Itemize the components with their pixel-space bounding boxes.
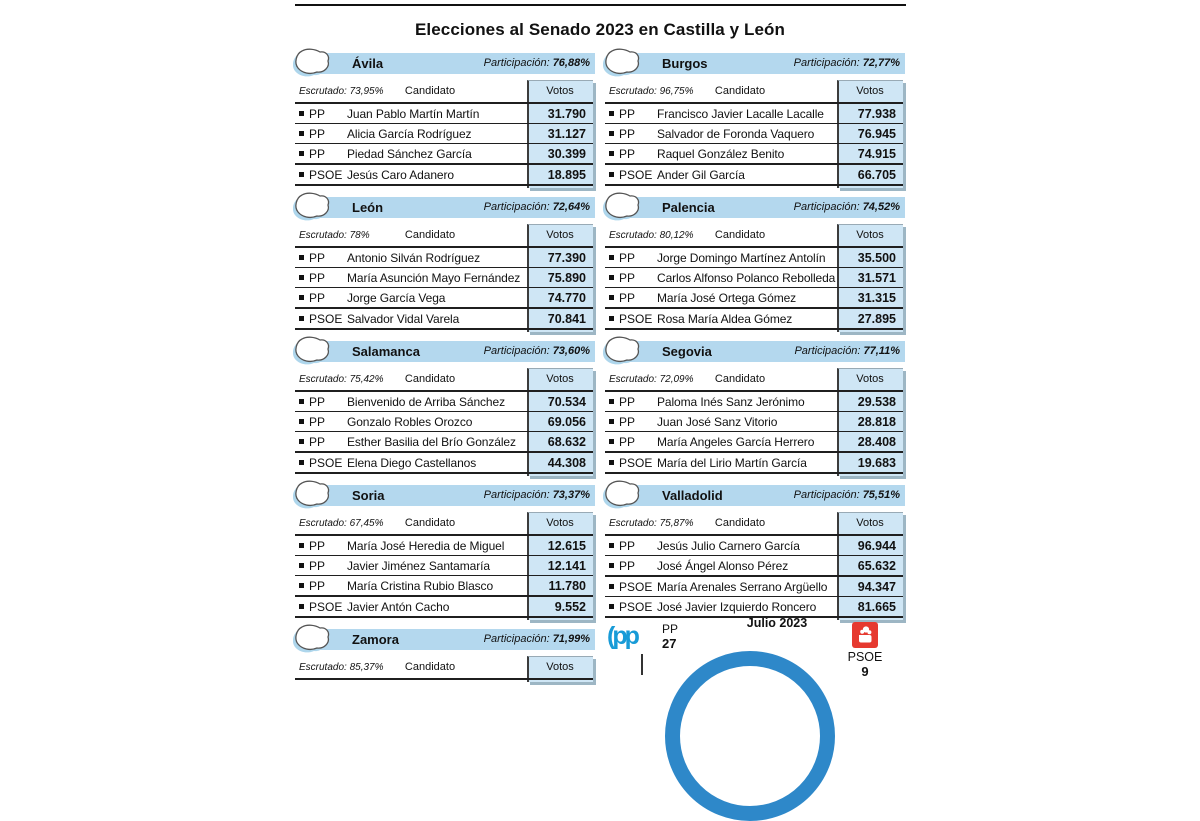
participation-value: 74,52%: [862, 201, 900, 213]
party-label: PSOE: [619, 579, 653, 594]
votes-value: 70.841: [547, 311, 586, 326]
candidate-row: [605, 597, 903, 618]
table-header-row: [295, 225, 593, 248]
party-label: PSOE: [619, 311, 653, 326]
psoe-logo-icon: [852, 622, 878, 648]
party-square-icon: [299, 295, 304, 300]
candidate-row: [605, 392, 903, 412]
party-square-icon: [299, 111, 304, 116]
candidate-name: Salvador Vidal Varela: [347, 311, 460, 326]
party-square-icon: [609, 584, 614, 589]
votes-value: 31.127: [547, 126, 586, 141]
province-panel: [295, 341, 595, 474]
province-map-icon: [293, 624, 333, 659]
escrutado: [299, 225, 370, 246]
province-map-icon: [603, 480, 643, 515]
votes-value: 77.938: [857, 106, 896, 121]
party-label: PSOE: [309, 311, 343, 326]
province-panel: [295, 485, 595, 618]
escrutado-value: 75,87%: [659, 518, 694, 529]
votes-value: 76.945: [857, 126, 896, 141]
candidato-header: Candidato: [404, 517, 456, 529]
psoe-label: PSOE: [847, 650, 883, 664]
candidato-header: Candidato: [404, 229, 456, 241]
candidate-name: Elena Diego Castellanos: [347, 455, 477, 470]
province-panel: [605, 341, 905, 474]
candidate-row: [295, 104, 593, 124]
table-header-row: [605, 513, 903, 536]
candidate-name: Rosa María Aldea Gómez: [657, 311, 793, 326]
votes-value: 65.632: [857, 558, 896, 573]
votos-header: Votos: [546, 517, 574, 529]
candidato-header: Candidato: [714, 85, 766, 97]
participation-label: Participación:: [793, 57, 860, 69]
votes-value: 74.915: [857, 146, 896, 161]
candidate-name: María Cristina Rubio Blasco: [347, 578, 494, 593]
party-label: PP: [309, 106, 326, 121]
votes-value: 11.780: [548, 578, 586, 593]
party-label: PP: [619, 538, 636, 553]
seats-chart: [605, 612, 907, 679]
votos-header: Votos: [546, 373, 574, 385]
party-square-icon: [609, 255, 614, 260]
votes-value: 28.408: [857, 434, 896, 449]
votes-value: 77.390: [547, 250, 586, 265]
province-header: [605, 197, 905, 218]
escrutado-label: Escrutado:: [299, 374, 347, 385]
candidate-name: Juan Pablo Martín Martín: [347, 106, 480, 121]
results-table: [605, 81, 903, 186]
candidate-name: Ander Gil García: [657, 167, 745, 182]
chart-title: Julio 2023: [746, 616, 808, 630]
province-panel: [605, 53, 905, 186]
escrutado-label: Escrutado:: [299, 230, 347, 241]
party-square-icon: [299, 419, 304, 424]
participation: [484, 53, 590, 74]
participation-value: 72,64%: [552, 201, 590, 213]
party-square-icon: [609, 316, 614, 321]
votes-value: 18.895: [547, 167, 586, 182]
votes-value: 66.705: [857, 167, 896, 182]
escrutado-label: Escrutado:: [299, 662, 347, 673]
party-label: PP: [619, 146, 636, 161]
party-square-icon: [609, 399, 614, 404]
party-label: PSOE: [619, 455, 653, 470]
participation-value: 72,77%: [862, 57, 900, 69]
party-square-icon: [609, 275, 614, 280]
pp-label: PP: [662, 622, 679, 636]
candidate-row: [605, 432, 903, 453]
votos-header: Votos: [546, 661, 574, 673]
province-header: [295, 341, 595, 362]
province-name: Palencia: [662, 200, 715, 215]
party-label: PP: [309, 434, 326, 449]
party-square-icon: [299, 131, 304, 136]
seats-donut-arc: [665, 651, 835, 821]
party-square-icon: [299, 316, 304, 321]
votos-header: Votos: [856, 373, 884, 385]
party-square-icon: [299, 583, 304, 588]
candidato-header: Candidato: [714, 517, 766, 529]
province-header: [295, 485, 595, 506]
party-square-icon: [299, 399, 304, 404]
participation-value: 77,11%: [863, 345, 900, 357]
province-name: Soria: [352, 488, 385, 503]
candidate-row: [605, 309, 903, 330]
party-square-icon: [609, 460, 614, 465]
party-square-icon: [609, 604, 614, 609]
party-label: PP: [309, 558, 326, 573]
results-table: [605, 225, 903, 330]
party-square-icon: [299, 439, 304, 444]
table-header-row: [605, 225, 903, 248]
pp-leader-line: [641, 654, 643, 675]
votes-value: 29.538: [857, 394, 896, 409]
candidate-row: [295, 392, 593, 412]
candidate-row: [295, 556, 593, 576]
candidate-name: María José Ortega Gómez: [657, 290, 797, 305]
province-map-icon: [603, 192, 643, 227]
votes-value: 81.665: [857, 599, 896, 614]
province-map-icon: [293, 48, 333, 83]
escrutado-label: Escrutado:: [609, 230, 657, 241]
party-square-icon: [299, 604, 304, 609]
party-square-icon: [609, 543, 614, 548]
candidate-name: Bienvenido de Arriba Sánchez: [347, 394, 505, 409]
votes-value: 12.615: [547, 538, 586, 553]
results-table: [295, 81, 593, 186]
party-square-icon: [299, 255, 304, 260]
participation-value: 73,60%: [552, 345, 590, 357]
province-panel: [295, 629, 595, 680]
party-square-icon: [609, 111, 614, 116]
votos-header: Votos: [546, 229, 574, 241]
candidate-row: [295, 432, 593, 453]
party-label: PP: [619, 414, 636, 429]
votes-value: 69.056: [547, 414, 586, 429]
results-table: [605, 513, 903, 618]
province-map-icon: [293, 192, 333, 227]
province-panel: [295, 53, 595, 186]
participation: [794, 197, 900, 218]
candidate-row: [605, 288, 903, 309]
votes-value: 35.500: [857, 250, 896, 265]
participation-label: Participación:: [483, 57, 550, 69]
province-name: Burgos: [662, 56, 708, 71]
party-label: PP: [309, 250, 326, 265]
participation: [484, 341, 590, 362]
candidate-row: [605, 104, 903, 124]
candidate-row: [295, 576, 593, 597]
province-panel: [605, 485, 905, 618]
participation: [794, 53, 900, 74]
province-map-icon: [293, 336, 333, 371]
candidate-row: [605, 268, 903, 288]
votes-value: 31.790: [547, 106, 586, 121]
votes-value: 94.347: [857, 579, 896, 594]
results-table: [605, 369, 903, 474]
province-header: [295, 53, 595, 74]
participation-value: 71,99%: [552, 633, 590, 645]
participation: [484, 197, 590, 218]
candidate-name: Juan José Sanz Vitorio: [657, 414, 778, 429]
candidate-row: [295, 453, 593, 474]
party-label: PP: [309, 394, 326, 409]
candidate-name: Antonio Silván Rodríguez: [347, 250, 481, 265]
candidate-name: Gonzalo Robles Orozco: [347, 414, 473, 429]
party-square-icon: [609, 439, 614, 444]
candidate-name: Javier Antón Cacho: [347, 599, 450, 614]
party-label: PSOE: [309, 455, 343, 470]
participation-label: Participación:: [483, 201, 550, 213]
party-label: PSOE: [619, 599, 653, 614]
party-square-icon: [299, 151, 304, 156]
results-table: [295, 513, 593, 618]
party-label: PP: [309, 126, 326, 141]
candidato-header: Candidato: [404, 661, 456, 673]
candidate-name: Jorge Domingo Martínez Antolín: [657, 250, 826, 265]
escrutado-value: 80,12%: [659, 230, 694, 241]
candidate-name: Jorge García Vega: [347, 290, 446, 305]
candidate-name: José Ángel Alonso Pérez: [657, 558, 789, 573]
votes-value: 31.571: [857, 270, 896, 285]
escrutado-value: 73,95%: [349, 86, 384, 97]
province-name: Salamanca: [352, 344, 420, 359]
province-header: [605, 53, 905, 74]
table-header-row: [295, 657, 593, 680]
pp-seats: 27: [662, 636, 677, 651]
candidate-name: José Javier Izquierdo Roncero: [657, 599, 817, 614]
psoe-seats: 9: [861, 664, 869, 679]
candidate-row: [295, 124, 593, 144]
candidate-row: [295, 536, 593, 556]
candidate-name: Raquel González Benito: [657, 146, 785, 161]
participation-label: Participación:: [483, 345, 550, 357]
party-label: PSOE: [309, 167, 343, 182]
votes-value: 28.818: [857, 414, 896, 429]
table-header-row: [295, 369, 593, 392]
province-map-icon: [603, 48, 643, 83]
votes-value: 9.552: [554, 599, 586, 614]
party-label: PP: [309, 270, 326, 285]
table-header-row: [605, 81, 903, 104]
candidate-name: Alicia García Rodríguez: [347, 126, 472, 141]
votes-value: 12.141: [547, 558, 586, 573]
candidate-row: [605, 577, 903, 597]
party-square-icon: [609, 295, 614, 300]
candidate-name: María José Heredia de Miguel: [347, 538, 505, 553]
participation-label: Participación:: [793, 489, 860, 501]
candidate-row: [605, 248, 903, 268]
province-name: Ávila: [352, 56, 384, 71]
party-label: PP: [619, 290, 636, 305]
province-map-icon: [293, 480, 333, 515]
province-panel: [605, 197, 905, 330]
pp-logo-icon: (pp: [607, 622, 637, 650]
party-square-icon: [609, 419, 614, 424]
party-square-icon: [609, 172, 614, 177]
table-header-row: [605, 369, 903, 392]
party-label: PP: [619, 558, 636, 573]
top-rule: [295, 4, 906, 6]
candidate-row: [295, 597, 593, 618]
escrutado-label: Escrutado:: [609, 374, 657, 385]
candidate-row: [605, 124, 903, 144]
party-square-icon: [609, 563, 614, 568]
votes-value: 74.770: [547, 290, 586, 305]
candidate-row: [295, 144, 593, 165]
votes-value: 70.534: [547, 394, 586, 409]
candidate-name: María Arenales Serrano Argüello: [657, 579, 828, 594]
party-square-icon: [299, 563, 304, 568]
province-name: León: [352, 200, 384, 215]
candidate-row: [605, 556, 903, 577]
candidato-header: Candidato: [404, 85, 456, 97]
province-panel: [295, 197, 595, 330]
votos-header: Votos: [856, 85, 884, 97]
votes-value: 75.890: [547, 270, 586, 285]
escrutado-label: Escrutado:: [609, 86, 657, 97]
party-label: PSOE: [309, 599, 343, 614]
participation-label: Participación:: [483, 633, 550, 645]
participation: [484, 629, 590, 650]
escrutado-value: 85,37%: [349, 662, 384, 673]
results-table: [295, 369, 593, 474]
candidate-name: Paloma Inés Sanz Jerónimo: [657, 394, 805, 409]
results-table: [295, 225, 593, 330]
province-name: Valladolid: [662, 488, 723, 503]
party-label: PP: [309, 290, 326, 305]
escrutado-value: 75,42%: [349, 374, 384, 385]
votes-value: 27.895: [857, 311, 896, 326]
province-map-icon: [603, 336, 643, 371]
party-label: PP: [309, 578, 326, 593]
party-square-icon: [299, 460, 304, 465]
candidato-header: Candidato: [714, 229, 766, 241]
escrutado-value: 72,09%: [659, 374, 694, 385]
candidate-row: [295, 288, 593, 309]
candidate-row: [295, 412, 593, 432]
candidate-row: [295, 309, 593, 330]
candidate-name: Jesús Caro Adanero: [347, 167, 454, 182]
participation-label: Participación:: [793, 201, 860, 213]
province-header: [295, 629, 595, 650]
party-label: PP: [619, 106, 636, 121]
candidate-row: [295, 268, 593, 288]
candidate-name: María Angeles García Herrero: [657, 434, 815, 449]
party-label: PP: [619, 270, 636, 285]
candidate-row: [295, 248, 593, 268]
votes-value: 31.315: [857, 290, 896, 305]
candidate-row: [605, 536, 903, 556]
province-name: Segovia: [662, 344, 712, 359]
escrutado-label: Escrutado:: [299, 518, 347, 529]
results-table: [295, 657, 593, 680]
candidate-name: Esther Basilia del Brío González: [347, 434, 516, 449]
votos-header: Votos: [856, 229, 884, 241]
province-header: [605, 341, 905, 362]
candidate-name: Jesús Julio Carnero García: [657, 538, 800, 553]
votes-value: 68.632: [547, 434, 586, 449]
participation: [484, 485, 590, 506]
table-header-row: [295, 513, 593, 536]
escrutado-value: 78%: [349, 230, 370, 241]
participation-label: Participación:: [483, 489, 550, 501]
escrutado-label: Escrutado:: [299, 86, 347, 97]
party-label: PSOE: [619, 167, 653, 182]
candidato-header: Candidato: [404, 373, 456, 385]
candidate-name: María del Lirio Martín García: [657, 455, 807, 470]
candidate-row: [605, 165, 903, 186]
party-label: PP: [619, 394, 636, 409]
party-label: PP: [309, 538, 326, 553]
votos-header: Votos: [856, 517, 884, 529]
candidate-row: [605, 144, 903, 165]
candidate-row: [295, 165, 593, 186]
participation-value: 76,88%: [552, 57, 590, 69]
page-title: Elecciones al Senado 2023 en Castilla y León: [414, 20, 786, 40]
votos-header: Votos: [546, 85, 574, 97]
escrutado-label: Escrutado:: [609, 518, 657, 529]
candidate-row: [605, 412, 903, 432]
candidate-name: Javier Jiménez Santamaría: [347, 558, 490, 573]
participation-label: Participación:: [794, 345, 861, 357]
candidato-header: Candidato: [714, 373, 766, 385]
candidate-name: Carlos Alfonso Polanco Rebolleda: [657, 270, 836, 285]
votes-value: 44.308: [547, 455, 586, 470]
party-label: PP: [619, 126, 636, 141]
candidate-name: Piedad Sánchez García: [347, 146, 472, 161]
votes-value: 19.683: [857, 455, 896, 470]
party-square-icon: [609, 131, 614, 136]
province-name: Zamora: [352, 632, 399, 647]
table-header-row: [295, 81, 593, 104]
province-header: [295, 197, 595, 218]
participation: [794, 485, 900, 506]
participation-value: 73,37%: [552, 489, 590, 501]
participation: [794, 341, 900, 362]
escrutado-value: 96,75%: [659, 86, 694, 97]
candidate-name: María Asunción Mayo Fernández: [347, 270, 521, 285]
party-label: PP: [309, 414, 326, 429]
votes-value: 96.944: [857, 538, 896, 553]
party-square-icon: [299, 172, 304, 177]
votes-value: 30.399: [547, 146, 586, 161]
party-label: PP: [619, 434, 636, 449]
party-label: PP: [309, 146, 326, 161]
party-label: PP: [619, 250, 636, 265]
candidate-row: [605, 453, 903, 474]
party-square-icon: [299, 543, 304, 548]
province-header: [605, 485, 905, 506]
candidate-name: Francisco Javier Lacalle Lacalle: [657, 106, 824, 121]
participation-value: 75,51%: [862, 489, 900, 501]
party-square-icon: [299, 275, 304, 280]
party-square-icon: [609, 151, 614, 156]
candidate-name: Salvador de Foronda Vaquero: [657, 126, 815, 141]
escrutado-value: 67,45%: [349, 518, 384, 529]
